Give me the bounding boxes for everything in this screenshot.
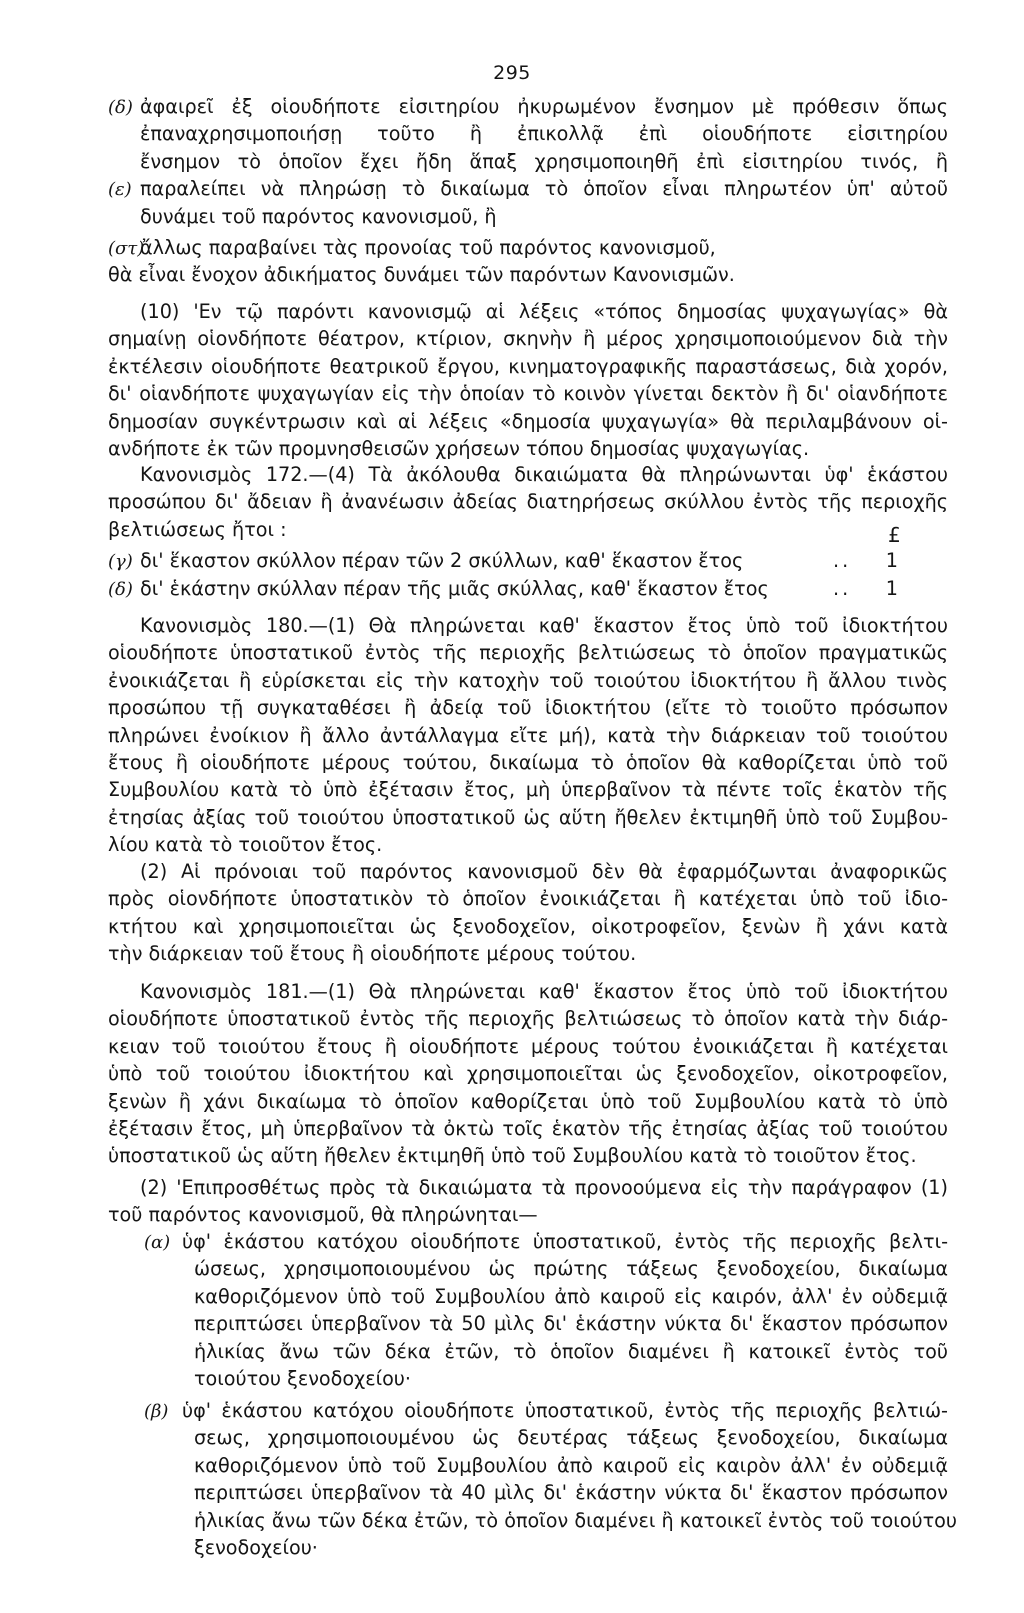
paragraph-line: ἐνοικιάζεται ἢ εὑρίσκεται εἰς τὴν κατοχὴν τοῦ τοιούτου ἰδιοκτήτου ἢ ἄλλου τινὸς [108,668,948,692]
paragraph-line: σημαίνῃ οἱονδήποτε θέατρον, κτίριον, σκηνὴν ἢ μέρος χρησιμοποιούμενον διὰ τὴν [108,327,948,351]
paragraph-line: ὑπὸ τοῦ τοιούτου ἰδιοκτήτου καὶ χρησιμοποιεῖται ὡς ξενοδοχεῖον, οἰκοτροφεῖον, [108,1062,948,1086]
leader-dots: .. [833,577,852,600]
paragraph-line: ξενὼν ἢ χάνι δικαίωμα τὸ ὁποῖον καθορίζεται ὑπὸ τοῦ Συμβουλίου κατὰ τὸ ὑπὸ [108,1089,948,1113]
sub-item-line: περιπτώσει ὑπερβαῖνον τὰ 50 μὶλς δι' ἑκάστην νύκτα δι' ἕκαστον πρόσωπον [194,1312,948,1336]
paragraph-line: τὴν διάρκειαν τοῦ ἔτους ἢ οἱουδήποτε μέρους τούτου. [108,942,637,966]
paragraph-line: ἐκτέλεσιν οἱουδήποτε θεατρικοῦ ἔργου, κινηματογραφικῆς παραστάσεως, διὰ χορόν, [108,354,948,378]
leader-dots: .. [833,549,852,572]
paragraph-line: κειαν τοῦ τοιούτου ἔτους ἢ οἱουδήποτε μέρους τούτου ἐνοικιάζεται ἢ κατέχεται [108,1034,948,1058]
fee-amount: 1 [885,549,898,572]
fee-description: δι' ἑκάστην σκύλλαν πέραν τῆς μιᾶς σκύλλας, καθ' ἕκαστον ἔτος [140,577,769,600]
paragraph-line: Κανονισμὸς 181.—(1) Θὰ πληρώνεται καθ' ἕκαστον ἔτος ὑπὸ τοῦ ἰδιοκτήτου [140,980,948,1003]
paragraph-line: προσώπου δι' ἄδειαν ἢ ἀνανέωσιν ἀδείας διατηρήσεως σκύλλου ἐντὸς τῆς περιοχῆς [108,490,948,514]
page-number: 295 [493,62,531,84]
sub-item-line: περιπτώσει ὑπερβαῖνον τὰ 40 μὶλς δι' ἑκάστην νύκτα δι' ἕκαστον πρόσωπον [194,1481,948,1505]
regulation-181-paragraph-1 [108,978,948,1170]
sub-item-alpha [108,1228,948,1392]
regulation-180-paragraph-1 [108,612,948,859]
item-delta-line-1: (δ) ἀφαιρεῖ ἐξ οἱουδήποτε εἰσιτηρίου ἠκυρωμένον ἔνσημον μὲ πρόθεσιν ὅπως [108,93,948,120]
sub-item-line: σεως, χρησιμοποιουμένου ὡς δευτέρας τάξεως ξενοδοχείου, δικαίωμα [194,1426,948,1450]
sub-item-line: ἡλικίας ἄνω τῶν δέκα ἐτῶν, τὸ ὁποῖον διαμένει ἢ κατοικεῖ ἐντὸς τοῦ [194,1339,948,1363]
paragraph-line: (2) 'Επιπροσθέτως πρὸς τὰ δικαιώματα τὰ προνοούμενα εἰς τὴν παράγραφον (1) [140,1176,948,1199]
paragraph-line: ὑποστατικοῦ ὡς αὕτη ἤθελεν ἐκτιμηθῆ ὑπὸ τοῦ Συμβουλίου κατὰ τὸ τοιοῦτον ἔτος. [108,1144,917,1168]
paragraph-line: Κανονισμὸς 172.—(4) Τὰ ἀκόλουθα δικαιώματα θὰ πληρώνωνται ὑφ' ἑκάστου [140,463,948,486]
fee-table [108,547,948,603]
fee-row [108,547,948,575]
paragraph-line: πρὸς οἱονδήποτε ὑποστατικὸν τὸ ὁποῖον ἐνοικιάζεται ἢ κατέχεται ὑπὸ τοῦ ἰδιο- [108,887,948,911]
sub-item-line: ώσεως, χρησιμοποιουμένου ὡς πρώτης τάξεως ξενοδοχείου, δικαίωμα [194,1257,948,1281]
item-delta-line-2: ἐπαναχρησιμοποιήσῃ τοῦτο ἢ ἐπικολλᾷ ἐπὶ οἱουδήποτε εἰσιτηρίου [140,122,948,146]
paragraph-line: (10) 'Εν τῷ παρόντι κανονισμῷ αἱ λέξεις «τόπος δημοσίας ψυχαγωγίας» θὰ [140,300,948,323]
paragraph-line: ἐξέτασιν ἔτος, μὴ ὑπερβαῖνον τὰ ὀκτὼ τοῖς ἑκατὸν τῆς ἐτησίας ἀξίας τοῦ τοιούτου [108,1116,948,1140]
regulation-180-paragraph-2 [108,858,948,968]
paragraph-line: Συμβουλίου κατὰ τὸ ὑπὸ ἐξέτασιν ἔτος, μὴ ὑπερβαῖνον τὰ πέντε τοῖς ἑκατὸν τῆς [108,778,948,802]
paragraph-line: οἱουδήποτε ὑποστατικοῦ ἐντὸς τῆς περιοχῆς βελτιώσεως τὸ ὁποῖον πραγματικῶς [108,641,948,665]
regulation-181-paragraph-2 [108,1174,948,1229]
sub-item-line: (α) ὑφ' ἑκάστου κατόχου οἱουδήποτε ὑποστατικοῦ, ἐντὸς τῆς περιοχῆς βελτι- [108,1228,948,1255]
fee-row [108,575,948,603]
item-label: (δ) [108,97,133,118]
paragraph-line: προσώπου τῇ συγκαταθέσει ἢ ἀδείᾳ τοῦ ἰδιοκτήτου (εἴτε τὸ τοιοῦτο πρόσωπον [108,696,948,720]
currency-column-header: £ [888,523,901,547]
sub-item-line: (β) ὑφ' ἑκάστου κατόχου οἱουδήποτε ὑποστατικοῦ, ἐντὸς τῆς περιοχῆς βελτιώ- [108,1397,948,1424]
item-label: (στ) [108,237,145,259]
item-label: (γ) [108,551,133,572]
fee-description: δι' ἕκαστον σκύλλον πέραν τῶν 2 σκύλλων, καθ' ἕκαστον ἔτος [140,549,744,572]
sub-item-beta [108,1397,957,1561]
paragraph-line: πληρώνει ἐνοίκιον ἢ ἄλλο ἀντάλλαγμα εἴτε μή), κατὰ τὴν διάρκειαν τοῦ τοιούτου [108,723,948,747]
sub-item-line: καθοριζόμενον ὑπὸ τοῦ Συμβουλίου ἀπὸ καιροῦ εἰς καιρὸν ἀλλ' ἐν οὐδεμιᾷ [194,1453,948,1477]
item-label: (δ) [108,579,133,600]
paragraph-line: ἔτους ἢ οἱουδήποτε μέρους τούτου, δικαίωμα τὸ ὁποῖον θὰ καθορίζεται ὑπὸ τοῦ [108,750,948,774]
paragraph-10 [108,298,948,462]
item-label: (α) [144,1232,171,1253]
paragraph-line: κτήτου καὶ χρησιμοποιεῖται ὡς ξενοδοχεῖον, οἰκοτροφεῖον, ξενὼν ἢ χάνι κατὰ [108,914,948,938]
regulation-172 [108,461,948,543]
paragraph-line: οἱουδήποτε ὑποστατικοῦ ἐντὸς τῆς περιοχῆς βελτιώσεως τὸ ὁποῖον κατὰ τὴν διάρ- [108,1007,948,1031]
paragraph-line: δι' οἱανδήποτε ψυχαγωγίαν εἰς τὴν ὁποίαν τὸ κοινὸν γίνεται δεκτὸν ἢ δι' οἱανδήποτε [108,382,948,406]
offences-closing-line: θὰ εἶναι ἔνοχον ἀδικήματος δυνάμει τῶν παρόντων Κανονισμῶν. [108,263,735,287]
paragraph-line: (2) Αἱ πρόνοιαι τοῦ παρόντος κανονισμοῦ δὲν θὰ ἐφαρμόζωνται ἀναφορικῶς [140,860,948,883]
paragraph-line: λίου κατὰ τὸ τοιοῦτον ἔτος. [108,833,383,857]
item-label: (ε) [108,179,132,201]
item-epsilon-line-1: (ε) παραλείπει νὰ πληρώσῃ τὸ δικαίωμα τὸ ὁποῖον εἶναι πληρωτέον ὑπ' αὐτοῦ [108,175,948,202]
item-delta-line-3: ἔνσημον τὸ ὁποῖον ἔχει ἤδη ἅπαξ χρησιμοποιηθῆ ἐπὶ εἰσιτηρίου τινός, ἢ [140,149,948,173]
sub-item-line: ξενοδοχείου· [194,1535,318,1559]
item-label: (β) [144,1401,169,1422]
offences-block [108,93,948,289]
paragraph-line: δημοσίαν συγκέντρωσιν καὶ αἱ λέξεις «δημοσία ψυχαγωγία» θὰ περιλαμβάνουν οἱ- [108,409,948,433]
paragraph-line: βελτιώσεως ἤτοι : [108,517,287,541]
sub-item-line: καθοριζόμενον ὑπὸ τοῦ Συμβουλίου ἀπὸ καιροῦ εἰς καιρόν, ἀλλ' ἐν οὐδεμιᾷ [194,1284,948,1308]
item-epsilon-line-2: δυνάμει τοῦ παρόντος κανονισμοῦ, ἢ [140,204,497,228]
sub-item-line: τοιούτου ξενοδοχείου· [194,1366,412,1390]
paragraph-line: ανδήποτε ἐκ τῶν προμνησθεισῶν χρήσεων τόπου δημοσίας ψυχαγωγίας. [108,436,810,460]
sub-item-line: ἡλικίας ἄνω τῶν δέκα ἐτῶν, τὸ ὁποῖον διαμένει ἢ κατοικεῖ ἐντὸς τοῦ τοιούτου [194,1508,957,1532]
paragraph-line: Κανονισμὸς 180.—(1) Θὰ πληρώνεται καθ' ἕκαστον ἔτος ὑπὸ τοῦ ἰδιοκτήτου [140,614,948,637]
paragraph-line: τοῦ παρόντος κανονισμοῦ, θὰ πληρώνηται— [108,1203,538,1227]
item-st-line-1: (στ)ἄλλως παραβαίνει τὰς προνοίας τοῦ παρόντος κανονισμοῦ, [108,234,948,261]
fee-amount: 1 [885,577,898,600]
paragraph-line: ἐτησίας ἀξίας τοῦ τοιούτου ὑποστατικοῦ ὡς αὕτη ἤθελεν ἐκτιμηθῆ ὑπὸ τοῦ Συμβου- [108,805,948,829]
